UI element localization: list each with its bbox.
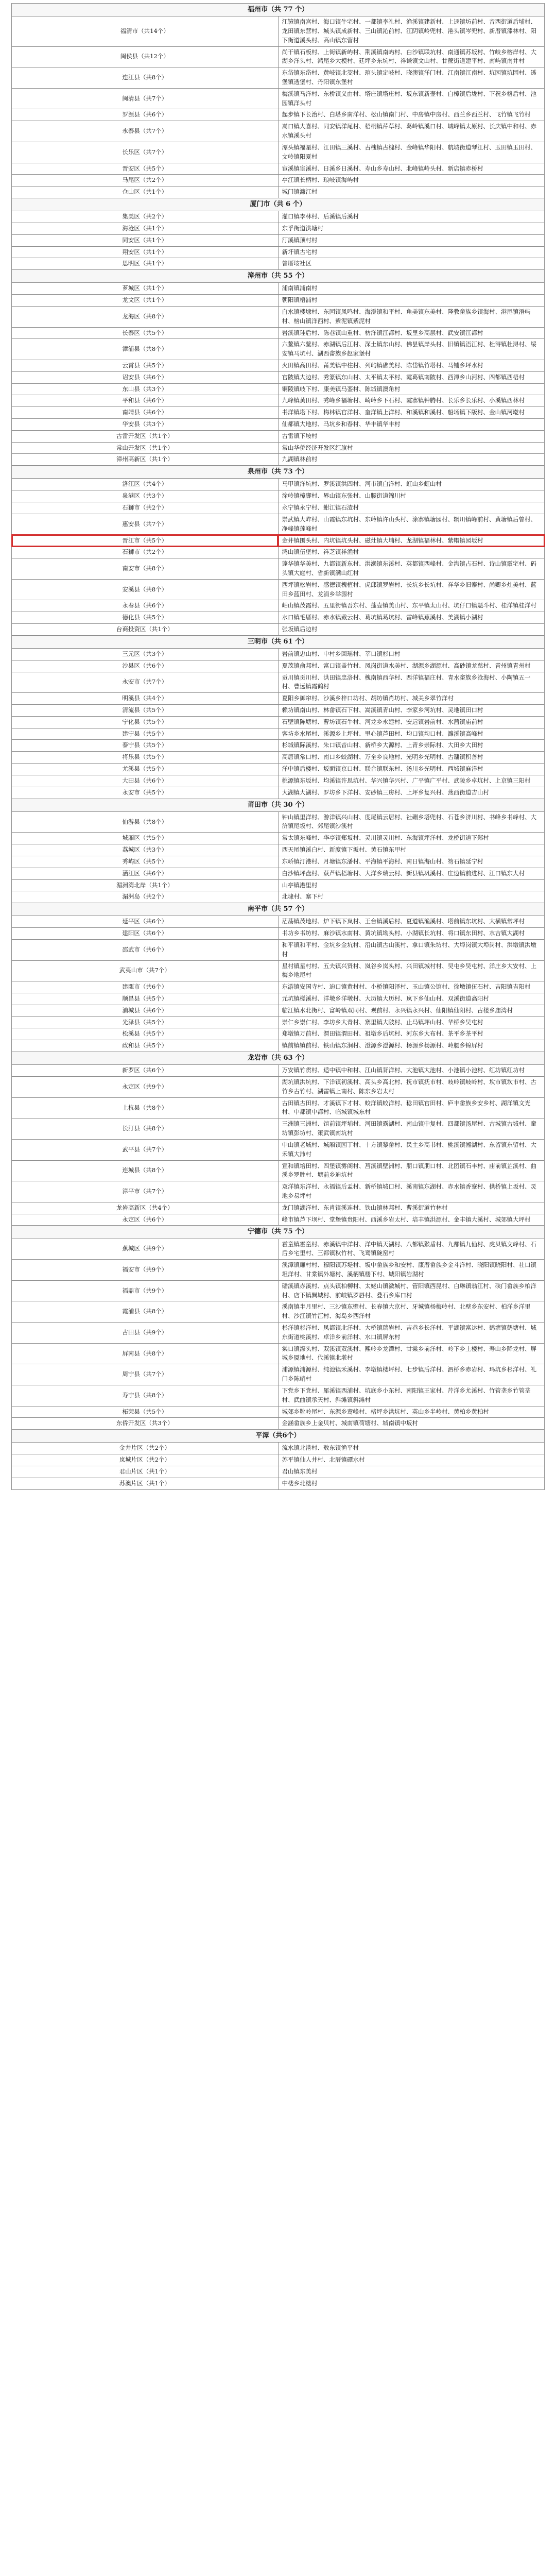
district-cell: 集美区（共2个） bbox=[12, 211, 279, 223]
table-row bbox=[12, 1454, 545, 1466]
table-row bbox=[12, 109, 545, 121]
village-list-cell: 龙门镇湖洋村、东肖镇溪连村、铁山镇林邦村、曹溪街道竹林村 bbox=[278, 1202, 545, 1214]
table-row bbox=[12, 916, 545, 928]
district-cell: 永春县（共6个） bbox=[12, 600, 279, 612]
district-cell: 长乐区（共7个） bbox=[12, 142, 279, 163]
village-list-cell: 贡川镇贡川村、洪田镇忠洛村、槐南镇西华村、西洋镇福庄村、青水畲族乡沧海村、小陶镇五一村、曹远镇霞鹤村 bbox=[278, 672, 545, 693]
table-row bbox=[12, 175, 545, 187]
table-row bbox=[12, 121, 545, 142]
table-row bbox=[12, 371, 545, 383]
table-row bbox=[12, 1040, 545, 1052]
district-cell: 武夷山市（共7个） bbox=[12, 960, 279, 981]
village-list-cell: 磻溪镇赤溪村、点头镇柏柳村、太姥山镇潋城村、管阳镇西昆村、白琳镇翁江村、硖门畲族乡柏洋村、店下镇巽城村、前岐镇罗唇村、叠石乡库口村 bbox=[278, 1280, 545, 1301]
village-list-cell: 中楼乡北楼村 bbox=[278, 1478, 545, 1489]
table-row bbox=[12, 547, 545, 558]
village-list-cell: 霍童镇霍童村、赤溪镇中洋村、洋中镇天湖村、八都镇猴盾村、九都镇九仙村、虎贝镇文峰村、石后乡宅里村、三都镇秋竹村、飞鸾镇碗窑村 bbox=[278, 1239, 545, 1260]
table-row bbox=[12, 327, 545, 339]
village-list-cell: 万安镇竹贯村、适中镇中和村、江山镇背洋村、大池镇大池村、小池镇小池村、红坊镇红坊村 bbox=[278, 1065, 545, 1077]
district-cell: 漳平市（共7个） bbox=[12, 1181, 279, 1202]
village-list-cell: 三洲镇三洲村、馆前镇坪埔村、河田镇露湖村、南山镇中复村、四都镇汤屋村、古城镇古城村、童坊镇彭坊村、策武镇南坑村 bbox=[278, 1118, 545, 1140]
district-cell: 常山开发区（共1个） bbox=[12, 442, 279, 454]
table-row bbox=[12, 502, 545, 514]
district-cell: 君山片区（共1个） bbox=[12, 1466, 279, 1478]
table-row bbox=[12, 395, 545, 407]
village-list-cell: 夏阳乡御帘村、沙溪乡梓口坊村、胡坊镇肖坊村、城关乡翠竹洋村 bbox=[278, 693, 545, 705]
district-cell: 上杭县（共8个） bbox=[12, 1097, 279, 1118]
table-row bbox=[12, 1202, 545, 1214]
village-list-cell: 宦溪镇宦溪村、日溪乡日溪村、寿山乡寿山村、北峰镇岭头村、新店镇赤桥村 bbox=[278, 163, 545, 175]
village-list-cell: 金井镇围头村、内坑镇坑头村、磁灶镇大埔村、龙湖镇福林村、紫帽镇园坂村 bbox=[278, 535, 545, 547]
table-row bbox=[12, 1028, 545, 1040]
village-list-cell: 书坊乡书坊村、麻沙镇水南村、黄坑镇坳头村、小湖镇长坑村、将口镇东田村、水吉镇大湖村 bbox=[278, 928, 545, 940]
table-row bbox=[12, 1181, 545, 1202]
table-row bbox=[12, 1239, 545, 1260]
district-cell: 清流县（共5个） bbox=[12, 705, 279, 717]
district-cell: 德化县（共5个） bbox=[12, 612, 279, 624]
village-list-cell: 马甲镇洋坑村、罗溪镇洪四村、河市镇白洋村、虹山乡虹山村 bbox=[278, 479, 545, 490]
district-cell: 仓山区（共1个） bbox=[12, 187, 279, 198]
village-list-cell: 赖坊镇南山村、林畲镇石下村、嵩溪镇青山村、李家乡河坑村、灵地镇田口村 bbox=[278, 705, 545, 717]
village-list-body bbox=[12, 4, 545, 1490]
village-list-cell: 和平镇和平村、金坑乡金坑村、沿山镇古山溪村、拿口镇朱坊村、大埠岗镇大埠岗村、洪墩镇洪墩村 bbox=[278, 939, 545, 960]
village-list-cell: 江镜镇南宫村、海口镇牛宅村、一都镇李礼村、渔溪镇建新村、上迳镇坊前村、音西街道后埔村、龙田镇东营村、城头镇成新村、三山镇沁前村、江阴镇岭兜村、港头镇岑兜村、新厝镇漆林村、阳下街道溪头村、高山镇东营村 bbox=[278, 16, 545, 46]
district-cell: 永安市（共7个） bbox=[12, 672, 279, 693]
district-cell: 南靖县（共6个） bbox=[12, 407, 279, 419]
district-cell: 柘荣县（共5个） bbox=[12, 1406, 279, 1418]
district-cell: 台商投资区（共1个） bbox=[12, 624, 279, 636]
table-row bbox=[12, 454, 545, 466]
village-list-cell: 潭头镇福星村、江田镇三溪村、古槐镇古槐村、金峰镇华阳村、航城街道琴江村、玉田镇玉田村、文岭镇阳夏村 bbox=[278, 142, 545, 163]
village-list-cell: 峰市镇芦下坝村、堂堡镇贵阳村、西溪乡岩太村、培丰镇洪源村、金丰镇大溪村、城郊镇大坪村 bbox=[278, 1214, 545, 1226]
district-cell: 古田县（共9个） bbox=[12, 1323, 279, 1344]
district-cell: 古雷开发区（共1个） bbox=[12, 430, 279, 442]
district-cell: 秀屿区（共5个） bbox=[12, 856, 279, 868]
district-cell: 平和县（共6个） bbox=[12, 395, 279, 407]
district-cell: 城厢区（共5个） bbox=[12, 833, 279, 844]
district-cell: 闽侯县（共12个） bbox=[12, 46, 279, 67]
village-list-cell: 山亭镇港里村 bbox=[278, 879, 545, 891]
village-list-cell: 大湖镇大湖村、罗坊乡下洋村、安砂镇三房村、上坪乡复兴村、燕西街道吉山村 bbox=[278, 787, 545, 799]
village-list-cell: 东孚街道洪塘村 bbox=[278, 223, 545, 234]
district-cell: 涵江区（共6个） bbox=[12, 868, 279, 879]
table-row bbox=[12, 1139, 545, 1160]
section-header-row bbox=[12, 635, 545, 648]
district-cell: 浦城县（共6个） bbox=[12, 1005, 279, 1016]
district-cell: 武平县（共7个） bbox=[12, 1139, 279, 1160]
section-header-row bbox=[12, 1226, 545, 1239]
district-cell: 湄洲湾北岸（共1个） bbox=[12, 879, 279, 891]
village-list-cell: 浦南镇浦南村 bbox=[278, 283, 545, 295]
village-list-cell: 杉洋镇杉洋村、凤都镇北洋村、大桥镇瑞岩村、吉巷乡长洋村、平湖镇富达村、鹤塘镇鹤塘村、城东街道桃溪村、卓洋乡前洋村、水口镇屏东村 bbox=[278, 1323, 545, 1344]
table-row bbox=[12, 672, 545, 693]
village-list-cell: 张坂镇后边村 bbox=[278, 624, 545, 636]
table-row bbox=[12, 752, 545, 764]
table-row bbox=[12, 419, 545, 431]
table-row bbox=[12, 223, 545, 234]
table-row bbox=[12, 142, 545, 163]
table-row bbox=[12, 960, 545, 981]
district-cell: 蕉城区（共9个） bbox=[12, 1239, 279, 1260]
table-row bbox=[12, 833, 545, 844]
village-list-cell: 棠口镇漈头村、双溪镇双溪村、熙岭乡龙潭村、甘棠乡前洋村、岭下乡上楼村、寿山乡降龙村、屏城乡厦地村、代溪镇北墘村 bbox=[278, 1343, 545, 1364]
village-list-cell: 东峤镇汀港村、月塘镇东潘村、平海镇平海村、南日镇海山村、笏石镇延宁村 bbox=[278, 856, 545, 868]
section-title: 莆田市（共 30 个） bbox=[12, 799, 545, 811]
table-row bbox=[12, 1016, 545, 1028]
village-list-cell: 苏平镇仙人井村、北厝镇磹水村 bbox=[278, 1454, 545, 1466]
district-cell: 漳浦县（共8个） bbox=[12, 339, 279, 360]
village-list-cell: 水口镇毛厝村、赤水镇戴云村、葛坑镇葛坑村、雷峰镇蕉溪村、美湖镇小湖村 bbox=[278, 612, 545, 624]
village-list-cell: 九峰镇黄田村、秀峰乡福塘村、崎岭乡下石村、霞寨镇钟腾村、长乐乡长乐村、小溪镇西林村 bbox=[278, 395, 545, 407]
table-row bbox=[12, 1065, 545, 1077]
village-list-cell: 灌口镇李林村、后溪镇后溪村 bbox=[278, 211, 545, 223]
table-row bbox=[12, 1323, 545, 1344]
district-cell: 石狮市（共2个） bbox=[12, 502, 279, 514]
table-row bbox=[12, 514, 545, 535]
section-title: 宁德市（共 75 个） bbox=[12, 1226, 545, 1239]
village-list-cell: 崇武镇大岞村、山霞镇东坑村、东岭镇许山头村、涂寨镇塘园村、辋川镇峰前村、黄塘镇后曾村、净峰镇莲峰村 bbox=[278, 514, 545, 535]
table-row bbox=[12, 16, 545, 46]
table-row bbox=[12, 844, 545, 856]
table-row bbox=[12, 163, 545, 175]
table-row bbox=[12, 740, 545, 752]
section-header-row bbox=[12, 903, 545, 916]
district-cell: 福鼎市（共9个） bbox=[12, 1280, 279, 1301]
table-row bbox=[12, 660, 545, 672]
district-cell: 惠安县（共7个） bbox=[12, 514, 279, 535]
district-cell: 新罗区（共6个） bbox=[12, 1065, 279, 1077]
village-list-cell: 书洋镇塔下村、梅林镇官洋村、奎洋镇上洋村、和溪镇和溪村、船场镇下版村、金山镇河墘村 bbox=[278, 407, 545, 419]
village-list-cell: 白沙镇坪盘村、萩芦镇梧塘村、大洋乡瑞云村、新县镇巩溪村、庄边镇前进村、江口镇东大村 bbox=[278, 868, 545, 879]
table-row bbox=[12, 283, 545, 295]
table-row bbox=[12, 728, 545, 740]
village-list-cell: 北埭村、寨下村 bbox=[278, 891, 545, 903]
table-row bbox=[12, 1077, 545, 1098]
village-list-cell: 夏茂镇俞邦村、富口镇盖竹村、凤岗街道水美村、湖源乡湖源村、高砂镇龙慈村、青州镇青州村 bbox=[278, 660, 545, 672]
section-title: 厦门市（共 6 个） bbox=[12, 198, 545, 211]
table-row bbox=[12, 339, 545, 360]
district-cell: 闽清县（共7个） bbox=[12, 88, 279, 109]
village-list-cell: 西天尾镇溪白村、新度镇下坂村、黄石镇东甲村 bbox=[278, 844, 545, 856]
section-title: 平潭（共6个） bbox=[12, 1430, 545, 1443]
district-cell: 沙县区（共6个） bbox=[12, 660, 279, 672]
village-list-cell: 城郊乡靴岭尾村、东源乡鸾峰村、楮坪乡洪坑村、英山乡半岭村、黄柏乡黄柏村 bbox=[278, 1406, 545, 1418]
table-row bbox=[12, 993, 545, 1005]
village-list-cell: 湖坑镇洪坑村、下洋镇初溪村、高头乡高北村、抚市镇抚市村、岐岭镇岐岭村、坎市镇坎市村、古竹乡古竹村、湖雷镇上南村、陈东乡岩太村 bbox=[278, 1077, 545, 1098]
table-row bbox=[12, 88, 545, 109]
village-list-cell: 古田镇古田村、才溪镇下才村、蛟洋镇蛟洋村、稔田镇官田村、庐丰畲族乡安乡村、湖洋镇文光村、中都镇中都村、临城镇城东村 bbox=[278, 1097, 545, 1118]
village-list-cell: 古雷镇下垵村 bbox=[278, 430, 545, 442]
table-row bbox=[12, 1343, 545, 1364]
table-row bbox=[12, 490, 545, 502]
district-cell: 湄洲岛（共2个） bbox=[12, 891, 279, 903]
village-list-cell: 尚干镇石板村、上街镇新屿村、荆溪镇南屿村、白沙镇联坑村、南通镇苏坂村、竹岐乡榕岸村、大湖乡洋头村、鸿尾乡大模村、廷坪乡东坑村、祥谦镇文山村、甘蔗街道建平村、南屿镇南井村 bbox=[278, 46, 545, 67]
district-cell: 泉港区（共3个） bbox=[12, 490, 279, 502]
district-cell: 龙岩高新区（共4个） bbox=[12, 1202, 279, 1214]
table-row bbox=[12, 868, 545, 879]
village-list-cell: 白水镇楼埭村、东园镇凤鸣村、海澄镇和平村、角美镇东美村、隆教畲族乡镇海村、港尾镇浯屿村、榜山镇洋西村、紫泥镇紫泥村 bbox=[278, 306, 545, 327]
table-row bbox=[12, 430, 545, 442]
village-list-cell: 镇前镇镇前村、铁山镇东涧村、澄源乡澄源村、杨源乡杨源村、岭腰乡锦屏村 bbox=[278, 1040, 545, 1052]
district-cell: 洛江区（共4个） bbox=[12, 479, 279, 490]
table-row bbox=[12, 360, 545, 371]
section-header-row bbox=[12, 799, 545, 811]
district-cell: 光泽县（共5个） bbox=[12, 1016, 279, 1028]
district-cell: 晋江市（共5个） bbox=[12, 535, 279, 547]
district-cell: 长泰区（共5个） bbox=[12, 327, 279, 339]
table-row bbox=[12, 1214, 545, 1226]
village-list-cell: 官陂镇大边村、秀篆镇东山村、太平镇太平村、霞葛镇南陂村、西潭乡山河村、四都镇西梧村 bbox=[278, 371, 545, 383]
village-list-cell: 元坑镇槎溪村、洋墩乡洋墩村、大历镇大历村、岚下乡仙山村、双溪街道高阳村 bbox=[278, 993, 545, 1005]
table-row bbox=[12, 306, 545, 327]
district-cell: 周宁县（共7个） bbox=[12, 1364, 279, 1385]
village-list-cell: 浦源镇浦源村、纯池镇禾溪村、李墩镇楼坪村、七步镇后洋村、泗桥乡赤岩村、玛坑乡杉洋村、礼门乡陈峭村 bbox=[278, 1364, 545, 1385]
village-list-cell: 铜陵镇岐下村、康美镇马銮村、陈城镇澳角村 bbox=[278, 383, 545, 395]
district-cell: 马尾区（共2个） bbox=[12, 175, 279, 187]
district-cell: 永安市（共5个） bbox=[12, 787, 279, 799]
district-cell: 寿宁县（共8个） bbox=[12, 1385, 279, 1406]
table-row bbox=[12, 1260, 545, 1281]
table-row bbox=[12, 246, 545, 258]
village-list-cell: 星村镇星村村、五夫镇兴贤村、岚谷乡岚头村、兴田镇城村村、吴屯乡吴屯村、洋庄乡大安村、上梅乡地尾村 bbox=[278, 960, 545, 981]
table-row bbox=[12, 1385, 545, 1406]
district-cell: 霞浦县（共8个） bbox=[12, 1301, 279, 1323]
village-list-cell: 亭江镇长柄村、琅岐镇海屿村 bbox=[278, 175, 545, 187]
section-title: 泉州市（共 73 个） bbox=[12, 466, 545, 479]
village-list-cell: 曾厝垵社区 bbox=[278, 258, 545, 270]
table-row bbox=[12, 383, 545, 395]
village-list-cell: 中山镇老城村、城厢镇园丁村、十方镇黎畲村、民主乡高书村、桃溪镇湘湖村、东留镇东留村、大禾镇大沛村 bbox=[278, 1139, 545, 1160]
village-list-cell: 蓬华镇华美村、九都镇新东村、洪濑镇东溪村、英都镇西峰村、金淘镇占石村、诗山镇霞宅村、码头镇大庭村、省新镇满山红村 bbox=[278, 558, 545, 580]
village-list-cell: 汀溪镇顶村村 bbox=[278, 234, 545, 246]
district-cell: 邵武市（共6个） bbox=[12, 939, 279, 960]
village-list-cell: 洋中镇后楼村、坂面镇京口村、联合镇联东村、汤川乡光明村、西城镇麻洋村 bbox=[278, 764, 545, 775]
table-row bbox=[12, 211, 545, 223]
district-cell: 松溪县（共5个） bbox=[12, 1028, 279, 1040]
district-cell: 罗源县（共6个） bbox=[12, 109, 279, 121]
village-list-cell: 仙都镇大地村、马坑乡和春村、华丰镇华丰村 bbox=[278, 419, 545, 431]
village-list-cell: 朝阳镇梧浦村 bbox=[278, 295, 545, 307]
district-cell: 石狮市（共2个） bbox=[12, 547, 279, 558]
table-row bbox=[12, 1478, 545, 1489]
district-cell: 建阳区（共6个） bbox=[12, 928, 279, 940]
table-row bbox=[12, 67, 545, 89]
table-row bbox=[12, 1097, 545, 1118]
table-row bbox=[12, 1406, 545, 1418]
district-cell: 永泰县（共7个） bbox=[12, 121, 279, 142]
village-list-cell: 梅溪镇马洋村、东桥镇义由村、塔庄镇塔庄村、坂东镇新壶村、白樟镇后垅村、下祝乡格后村、池园镇洋头村 bbox=[278, 88, 545, 109]
table-row bbox=[12, 1118, 545, 1140]
district-cell: 翔安区（共1个） bbox=[12, 246, 279, 258]
district-cell: 海沧区（共1个） bbox=[12, 223, 279, 234]
table-row bbox=[12, 1364, 545, 1385]
table-row bbox=[12, 648, 545, 660]
village-list-cell: 杉城镇际溪村、朱口镇音山村、新桥乡大源村、上青乡崇际村、大田乡大田村 bbox=[278, 740, 545, 752]
district-cell: 延平区（共6个） bbox=[12, 916, 279, 928]
village-list-cell: 金涵畲族乡上金贝村、城南镇荷塘村、城南镇中坂村 bbox=[278, 1418, 545, 1430]
village-list-cell: 涂岭镇樟脚村、界山镇东张村、山腰街道锦川村 bbox=[278, 490, 545, 502]
village-list-table bbox=[11, 3, 545, 1490]
section-header-row bbox=[12, 270, 545, 283]
village-list-cell: 桃源镇东坂村、均溪镇许思坑村、华兴镇华兴村、广平镇广平村、武陵乡卓坑村、上京镇三阳村 bbox=[278, 775, 545, 787]
village-list-cell: 茫荡镇茂地村、炉下镇下岚村、王台镇溪后村、夏道镇渔溪村、塔前镇东坑村、大横镇常坪村 bbox=[278, 916, 545, 928]
village-list-cell: 新圩镇古宅村 bbox=[278, 246, 545, 258]
district-cell: 岚城片区（共2个） bbox=[12, 1454, 279, 1466]
village-list-cell: 起步镇下长治村、白塔乡南洋村、松山镇南门村、中房镇中房村、西兰乡西兰村、飞竹镇飞竹村 bbox=[278, 109, 545, 121]
district-cell: 华安县（共3个） bbox=[12, 419, 279, 431]
district-cell: 龙文区（共1个） bbox=[12, 295, 279, 307]
village-list-cell: 溪潭镇廉村村、穆阳镇苏堤村、坂中畲族乡和安村、康厝畲族乡金斗洋村、晓阳镇晓阳村、社口镇坦洋村、甘棠镇外塘村、溪柄镇楼下村、城阳镇岩湖村 bbox=[278, 1260, 545, 1281]
village-list-cell: 君山镇东美村 bbox=[278, 1466, 545, 1478]
district-cell: 东侨开发区（共3个） bbox=[12, 1418, 279, 1430]
village-list-cell: 客坊乡水尾村、溪源乡上坪村、里心镇芦田村、均口镇均口村、濉溪镇高峰村 bbox=[278, 728, 545, 740]
district-cell: 长汀县（共8个） bbox=[12, 1118, 279, 1140]
village-list-cell: 火田镇高田村、莆美镇中柱村、列屿镇礁美村、陈岱镇竹塔村、马铺乡坪水村 bbox=[278, 360, 545, 371]
table-row bbox=[12, 442, 545, 454]
table-row bbox=[12, 46, 545, 67]
table-row bbox=[12, 716, 545, 728]
district-cell: 宁化县（共5个） bbox=[12, 716, 279, 728]
table-row bbox=[12, 787, 545, 799]
district-cell: 龙海区（共8个） bbox=[12, 306, 279, 327]
table-row bbox=[12, 891, 545, 903]
table-row bbox=[12, 1280, 545, 1301]
table-row bbox=[12, 856, 545, 868]
section-title: 漳州市（共 55 个） bbox=[12, 270, 545, 283]
district-cell: 荔城区（共3个） bbox=[12, 844, 279, 856]
district-cell: 苏澳片区（共1个） bbox=[12, 1478, 279, 1489]
table-row bbox=[12, 558, 545, 580]
village-list-cell: 东游镇安国寺村、迪口镇黄村村、小桥镇阳泽村、玉山镇公馆村、徐墩镇伍石村、吉阳镇吉阳村 bbox=[278, 981, 545, 993]
village-list-cell: 嵩口镇大喜村、同安镇洋尾村、梧桐镇芹草村、葛岭镇溪口村、城峰镇太原村、长庆镇中和村、赤水镇溪头村 bbox=[278, 121, 545, 142]
table-row bbox=[12, 1160, 545, 1181]
section-header-row bbox=[12, 1430, 545, 1443]
district-cell: 芗城区（共1个） bbox=[12, 283, 279, 295]
table-row bbox=[12, 624, 545, 636]
table-row bbox=[12, 234, 545, 246]
village-list-cell: 岵山镇茂霞村、五里街镇吾东村、蓬壶镇美山村、东平镇太山村、坑仔口镇魁斗村、桂洋镇桂洋村 bbox=[278, 600, 545, 612]
table-row bbox=[12, 764, 545, 775]
table-row bbox=[12, 879, 545, 891]
district-cell: 屏南县（共8个） bbox=[12, 1343, 279, 1364]
village-list-cell: 溪南镇半月里村、三沙镇东壁村、长春镇大京村、牙城镇杨梅岭村、北壁乡东安村、柏洋乡洋里村、沙江镇竹江村、海岛乡西洋村 bbox=[278, 1301, 545, 1323]
village-list-cell: 岩溪镇珪后村、陈巷镇山重村、枋洋镇江都村、坂里乡高层村、武安镇江都村 bbox=[278, 327, 545, 339]
village-list-cell: 常太镇东峰村、华亭镇郑坂村、灵川镇灵川村、东海镇坪洋村、龙桥街道下郑村 bbox=[278, 833, 545, 844]
village-list-cell: 双洋镇东洋村、永福镇后盂村、新桥镇城口村、溪南镇东湖村、赤水镇香寮村、拱桥镇上坂村、灵地乡易坪村 bbox=[278, 1181, 545, 1202]
table-row bbox=[12, 258, 545, 270]
village-list-cell: 高唐镇常口村、南口乡蛟湖村、万全乡良地村、光明乡光明村、古镛镇积善村 bbox=[278, 752, 545, 764]
table-row bbox=[12, 775, 545, 787]
village-list-cell: 钟山镇里洋村、游洋镇兴山村、度尾镇云居村、社硎乡塔兜村、石苍乡济川村、书峰乡书峰村、大济镇尾坂村、郊尾镇沙溪村 bbox=[278, 811, 545, 833]
district-cell: 永定区（共9个） bbox=[12, 1077, 279, 1098]
village-list-cell: 郑墩镇万前村、渭田镇渭田村、祖墩乡后坑村、河东乡大布村、茶平乡茶平村 bbox=[278, 1028, 545, 1040]
district-cell: 同安区（共1个） bbox=[12, 234, 279, 246]
district-cell: 顺昌县（共5个） bbox=[12, 993, 279, 1005]
table-row bbox=[12, 295, 545, 307]
village-list-cell: 下党乡下党村、犀溪镇西浦村、坑底乡小东村、南阳镇王家村、芹洋乡尤溪村、竹管垄乡竹管垄村、武曲镇承天村、斜滩镇斜滩村 bbox=[278, 1385, 545, 1406]
district-cell: 金井片区（共2个） bbox=[12, 1443, 279, 1454]
district-cell: 明溪县（共4个） bbox=[12, 693, 279, 705]
table-row bbox=[12, 939, 545, 960]
district-cell: 泰宁县（共5个） bbox=[12, 740, 279, 752]
village-list-cell: 永宁镇永宁村、蚶江镇石渣村 bbox=[278, 502, 545, 514]
village-list-cell: 六鳌镇六鳌村、赤湖镇后江村、深土镇东山村、佛昙镇岸头村、旧镇镇浯江村、杜浔镇杜浔村、绥安镇马坑村、湖西畲族乡赵家堡村 bbox=[278, 339, 545, 360]
table-row bbox=[12, 1301, 545, 1323]
district-cell: 福清市（共14个） bbox=[12, 16, 279, 46]
village-list-cell: 鸿山镇伍堡村、祥芝镇祥渔村 bbox=[278, 547, 545, 558]
district-cell: 尤溪县（共5个） bbox=[12, 764, 279, 775]
district-cell: 晋安区（共5个） bbox=[12, 163, 279, 175]
district-cell: 大田县（共6个） bbox=[12, 775, 279, 787]
section-header-row bbox=[12, 466, 545, 479]
district-cell: 将乐县（共5个） bbox=[12, 752, 279, 764]
table-row bbox=[12, 479, 545, 490]
district-cell: 连江县（共8个） bbox=[12, 67, 279, 89]
village-list-cell: 崇仁乡崇仁村、李坊乡大青村、寨里镇大陂村、止马镇坪山村、华桥乡吴屯村 bbox=[278, 1016, 545, 1028]
district-cell: 永定区（共6个） bbox=[12, 1214, 279, 1226]
table-row bbox=[12, 811, 545, 833]
district-cell: 漳州高新区（共1个） bbox=[12, 454, 279, 466]
village-list-cell: 西坪镇松岩村、感德镇槐植村、虎邱镇罗岩村、长坑乡长坑村、祥华乡旧寨村、尚卿乡灶美村、蓝田乡蓝田村、龙涓乡举源村 bbox=[278, 579, 545, 600]
village-list-cell: 东岱镇东岱村、黄岐镇北茭村、琯头镇定岐村、晓澳镇洋门村、江南镇江南村、坑园镇坑园村、透堡镇透堡村、丹阳镇东堡村 bbox=[278, 67, 545, 89]
district-cell: 仙游县（共8个） bbox=[12, 811, 279, 833]
village-list-cell: 城门镇濂江村 bbox=[278, 187, 545, 198]
village-list-cell: 石壁镇陈塘村、曹坊镇石牛村、河龙乡永建村、安远镇岩前村、水茜镇庙前村 bbox=[278, 716, 545, 728]
table-row bbox=[12, 705, 545, 717]
district-cell: 云霄县（共5个） bbox=[12, 360, 279, 371]
district-cell: 诏安县（共6个） bbox=[12, 371, 279, 383]
table-row bbox=[12, 600, 545, 612]
district-cell: 建瓯市（共6个） bbox=[12, 981, 279, 993]
district-cell: 安溪县（共8个） bbox=[12, 579, 279, 600]
table-row bbox=[12, 928, 545, 940]
section-title: 福州市（共 77 个） bbox=[12, 4, 545, 16]
village-list-cell: 宣和镇培田村、四堡镇雾阁村、莒溪镇壁洲村、朋口镇朋口村、北团镇石丰村、庙前镇芷溪村、曲溪乡罗胜村、塘前乡迪坑村 bbox=[278, 1160, 545, 1181]
section-header-row bbox=[12, 1052, 545, 1065]
table-row bbox=[12, 693, 545, 705]
district-cell: 思明区（共1个） bbox=[12, 258, 279, 270]
section-title: 南平市（共 57 个） bbox=[12, 903, 545, 916]
table-row bbox=[12, 981, 545, 993]
district-cell: 建宁县（共5个） bbox=[12, 728, 279, 740]
district-cell: 福安市（共9个） bbox=[12, 1260, 279, 1281]
district-cell: 三元区（共3个） bbox=[12, 648, 279, 660]
table-row bbox=[12, 579, 545, 600]
table-row bbox=[12, 1443, 545, 1454]
table-row bbox=[12, 535, 545, 547]
village-list-cell: 常山华侨经济开发区红旗村 bbox=[278, 442, 545, 454]
district-cell: 连城县（共8个） bbox=[12, 1160, 279, 1181]
table-row bbox=[12, 1005, 545, 1016]
table-row bbox=[12, 612, 545, 624]
district-cell: 南安市（共8个） bbox=[12, 558, 279, 580]
section-header-row bbox=[12, 198, 545, 211]
section-header-row bbox=[12, 4, 545, 16]
district-cell: 政和县（共5个） bbox=[12, 1040, 279, 1052]
village-list-cell: 岩前镇忠山村、中村乡回瑶村、莘口镇杉口村 bbox=[278, 648, 545, 660]
section-title: 龙岩市（共 63 个） bbox=[12, 1052, 545, 1065]
section-title: 三明市（共 61 个） bbox=[12, 635, 545, 648]
table-row bbox=[12, 187, 545, 198]
village-list-cell: 临江镇水北街村、富岭镇双同村、观前村、永兴镇永兴村、仙阳镇仙阳村、古楼乡庙湾村 bbox=[278, 1005, 545, 1016]
district-cell: 东山县（共3个） bbox=[12, 383, 279, 395]
table-row bbox=[12, 1418, 545, 1430]
village-list-cell: 流水镇北港村、敖东镇渔平村 bbox=[278, 1443, 545, 1454]
table-row bbox=[12, 1466, 545, 1478]
table-row bbox=[12, 407, 545, 419]
village-list-cell: 九湖镇林前村 bbox=[278, 454, 545, 466]
